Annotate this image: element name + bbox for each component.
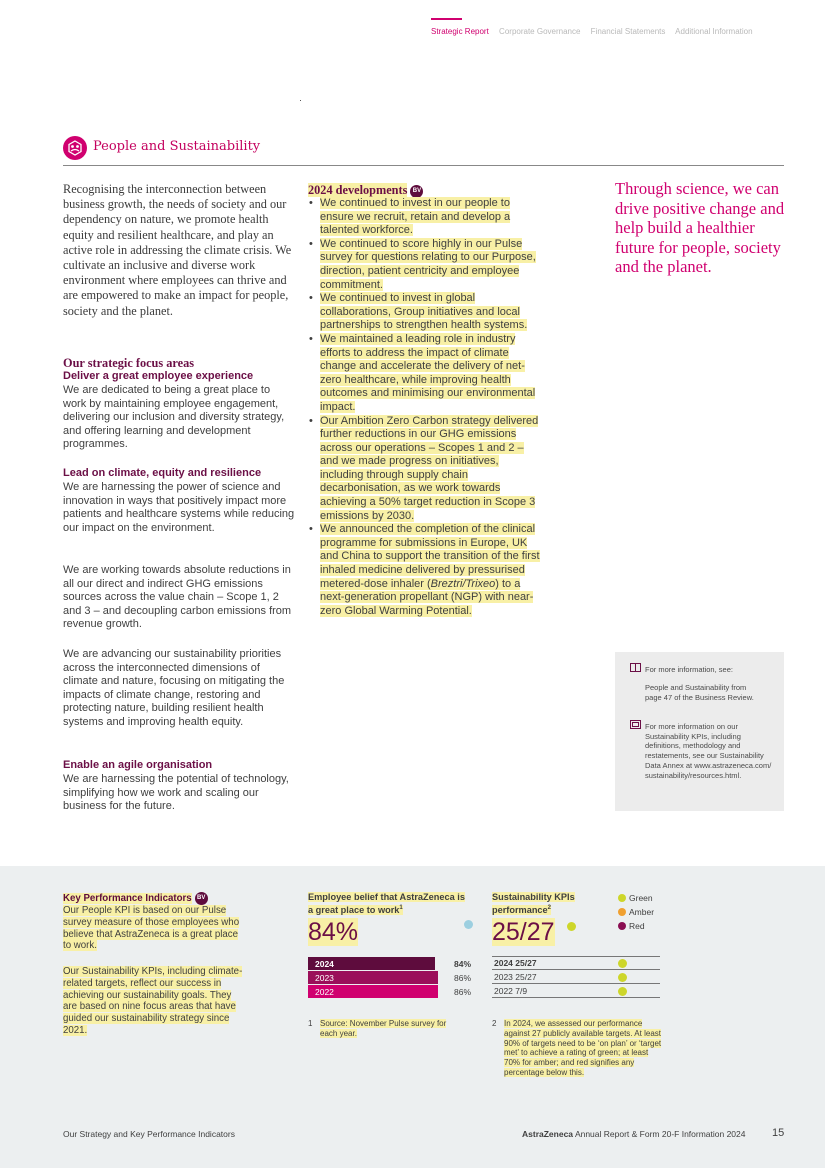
sustainability-kpi-title: Sustainability KPIs performance$^2$: [492, 892, 575, 916]
legend-swatch: [618, 908, 626, 916]
legend-amber: Amber: [618, 907, 654, 917]
list-item: • We continued to score highly in our Pulse survey for questions relating to our Purpose, direction, patient centricity and employee commitment.: [308, 238, 540, 292]
agile-text: We are harnessing the potential of technology, simplifying how we work and scaling our business for the future.: [63, 773, 289, 813]
page-number: 15: [772, 1127, 785, 1139]
nav-strategic-report[interactable]: Strategic Report: [431, 27, 489, 36]
employee-row-2023: [308, 971, 473, 984]
sustainability-row-2022: [492, 985, 660, 998]
people-hexagon-icon: [63, 136, 87, 160]
footnote-2: In 2024, we assessed our performance against 27 publicly available targets. At least 90% of targets need to be ‘on plan’ or ‘target met’ to achieve a rating of green; at least 70% for amber; and red signifies any percentage below this.: [504, 1019, 662, 1077]
climate-paragraph-1: We are harnessing the power of science and innovation in ways that positively impact more patients and healthcare systems while reducing our impact on the environment.: [63, 481, 295, 534]
row-label: 2024 25/27: [494, 958, 537, 968]
sustainability-row-2023: [492, 971, 660, 984]
info-heading: For more information, see:: [645, 665, 733, 674]
developments-title: [308, 183, 423, 198]
green-status-dot: [618, 973, 627, 982]
legend-swatch: [618, 894, 626, 902]
footer-section-name: Our Strategy and Key Performance Indicators: [63, 1129, 235, 1139]
status-dot: [464, 920, 473, 929]
screen-icon: [630, 720, 641, 729]
footer-report-title: AstraZeneca Annual Report & Form 20-F Information 2024: [522, 1129, 746, 1139]
nav-additional-information[interactable]: Additional Information: [675, 27, 753, 36]
kpi-title-text: Key Performance Indicators: [63, 893, 192, 905]
row-value: 86%: [453, 973, 471, 983]
kpi-sustainability-text: Our Sustainability KPIs, including climate-related targets, reflect our success in achieving our sustainability goals. They are based on nine focus areas that have guided our sustainability strategy since 2021.: [63, 966, 243, 1036]
footnote-1-number: 1: [308, 1019, 313, 1028]
active-tab-indicator: [431, 18, 462, 20]
legend-red: Red: [618, 921, 645, 931]
kpi-people-text: Our People KPI is based on our Pulse survey measure of those employees who believe that AstraZeneca is a great place to work.: [63, 905, 240, 952]
row-label: 2023 25/27: [494, 972, 537, 982]
section-divider: [63, 165, 784, 166]
legend-green: Green: [618, 893, 653, 903]
list-item: • We continued to invest in global collaborations, Group initiatives and local partnerships to strengthen health systems.: [308, 292, 540, 333]
row-year: 2023: [315, 973, 334, 983]
green-status-dot: [618, 987, 627, 996]
row-value: 86%: [453, 987, 471, 997]
row-value: 84%: [453, 959, 471, 969]
row-year: 2024: [315, 959, 334, 969]
info-reference-text: People and Sustainability from page 47 of the Business Review.: [645, 683, 754, 702]
info-kpi-text[interactable]: For more information on our Sustainability KPIs, including definitions, methodology and restatements, see our Sustainability Data Annex at www.astrazeneca.com/ sustainability/resources.html.: [645, 722, 772, 780]
list-item: • Our Ambition Zero Carbon strategy delivered further reductions in our GHG emissions across our operations – Scopes 1 and 2 – and we made progress on initiatives, including through supply chain decarbonisation, as we work towards achieving a 50% target reduction in Scope 3 emissions by 2030.: [308, 415, 540, 524]
bv-badge: BV: [195, 892, 208, 905]
row-label: 2022 7/9: [494, 986, 528, 996]
employee-row-2024: [308, 957, 473, 970]
row-year: 2022: [315, 987, 334, 997]
employee-experience-text: We are dedicated to being a great place to work by maintaining employee engagement, delivering our inclusion and diversity strategy, and offering learning and development programmes.: [63, 384, 285, 451]
climate-heading: Lead on climate, equity and resilience: [63, 467, 262, 479]
legend-swatch: [618, 922, 626, 930]
developments-list: [308, 197, 540, 618]
list-item: • We continued to invest in our people to ensure we recruit, retain and develop a talented workforce.: [308, 197, 540, 238]
stray-mark: [300, 100, 301, 101]
climate-paragraph-2: We are working towards absolute reductions in all our direct and indirect GHG emissions sources across the value chain – Scope 1, 2 and 3 – and decoupling carbon emissions from revenue growth.: [63, 564, 292, 631]
top-navigation: [431, 27, 761, 36]
section-title: People and Sustainability: [93, 139, 261, 154]
pull-quote: Through science, we can drive positive change and help build a healthier future for people, society and the planet.: [615, 179, 785, 276]
sustainability-row-2024: [492, 957, 660, 970]
developments-title-text: 2024 developments: [308, 183, 408, 197]
kpi-title: [63, 892, 208, 905]
employee-experience-heading: Deliver a great employee experience: [63, 370, 254, 382]
book-icon: [630, 663, 641, 672]
list-item: • We maintained a leading role in industry efforts to address the impact of climate change and accelerate the delivery of net-zero healthcare, while improving health outcomes and minimising our environmental impact.: [308, 333, 540, 415]
employee-kpi-title: Employee belief that AstraZeneca is a great place to work$^1$: [308, 892, 465, 916]
green-status-dot: [567, 922, 576, 931]
nav-financial-statements[interactable]: Financial Statements: [590, 27, 666, 36]
agile-heading: Enable an agile organisation: [63, 759, 213, 771]
bv-badge: BV: [410, 185, 423, 198]
nav-corporate-governance[interactable]: Corporate Governance: [499, 27, 581, 36]
intro-paragraph: Recognising the interconnection between business growth, the needs of society and our dependency on nature, we promote health equity and resilient healthcare, and play an active role in addressing the climate crisis. We cultivate an inclusive and diverse work environment where employees can thrive and are empowered to make an impact for people, society and the planet.: [63, 182, 292, 318]
list-item: • We announced the completion of the clinical programme for submissions in Europe, UK and China to support the transition of the first inhaled medicine delivered by pressurised metered-dose inhaler (Breztri/Trixeo) to a next-generation propellant (NGP) with near-zero Global Warming Potential.: [308, 523, 540, 618]
employee-row-2022: [308, 985, 473, 998]
footnote-2-number: 2: [492, 1019, 497, 1028]
green-status-dot: [618, 959, 627, 968]
climate-paragraph-3: We are advancing our sustainability priorities across the interconnected dimensions of climate and nature, focusing on mitigating the impacts of climate change, restoring and protecting nature, building resilient health systems and improving health equity.: [63, 648, 285, 728]
focus-areas-title: Our strategic focus areas: [63, 356, 195, 370]
info-box: [615, 652, 784, 811]
footnote-1: Source: November Pulse survey for each year.: [320, 1019, 447, 1038]
employee-kpi-value: 84%: [308, 918, 359, 946]
sustainability-kpi-value: 25/27: [492, 918, 555, 946]
